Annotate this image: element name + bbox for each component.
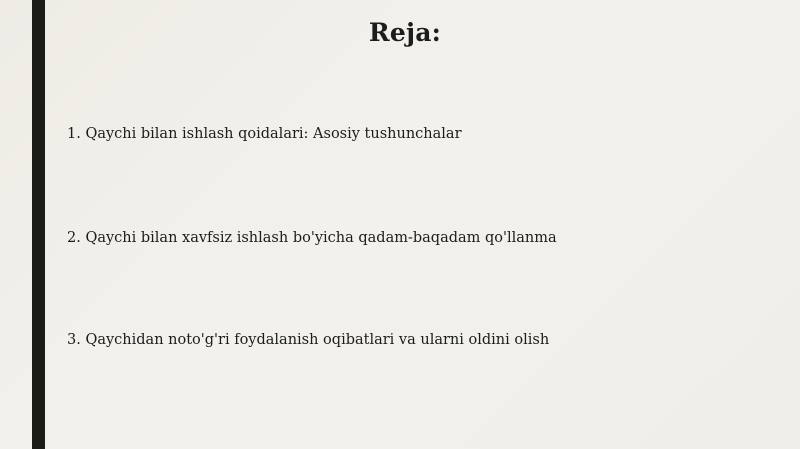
slide-title: Reja:	[368, 18, 442, 47]
list-item: 2. Qaychi bilan xavfsiz ishlash bo'yicha qadam-baqadam qo'llanma	[67, 230, 557, 246]
list-item: 3. Qaychidan noto'g'ri foydalanish oqibatlari va ularni oldini olish	[67, 332, 550, 348]
left-accent-bar	[32, 0, 45, 449]
list-item: 1. Qaychi bilan ishlash qoidalari: Asosiy tushunchalar	[67, 126, 462, 142]
